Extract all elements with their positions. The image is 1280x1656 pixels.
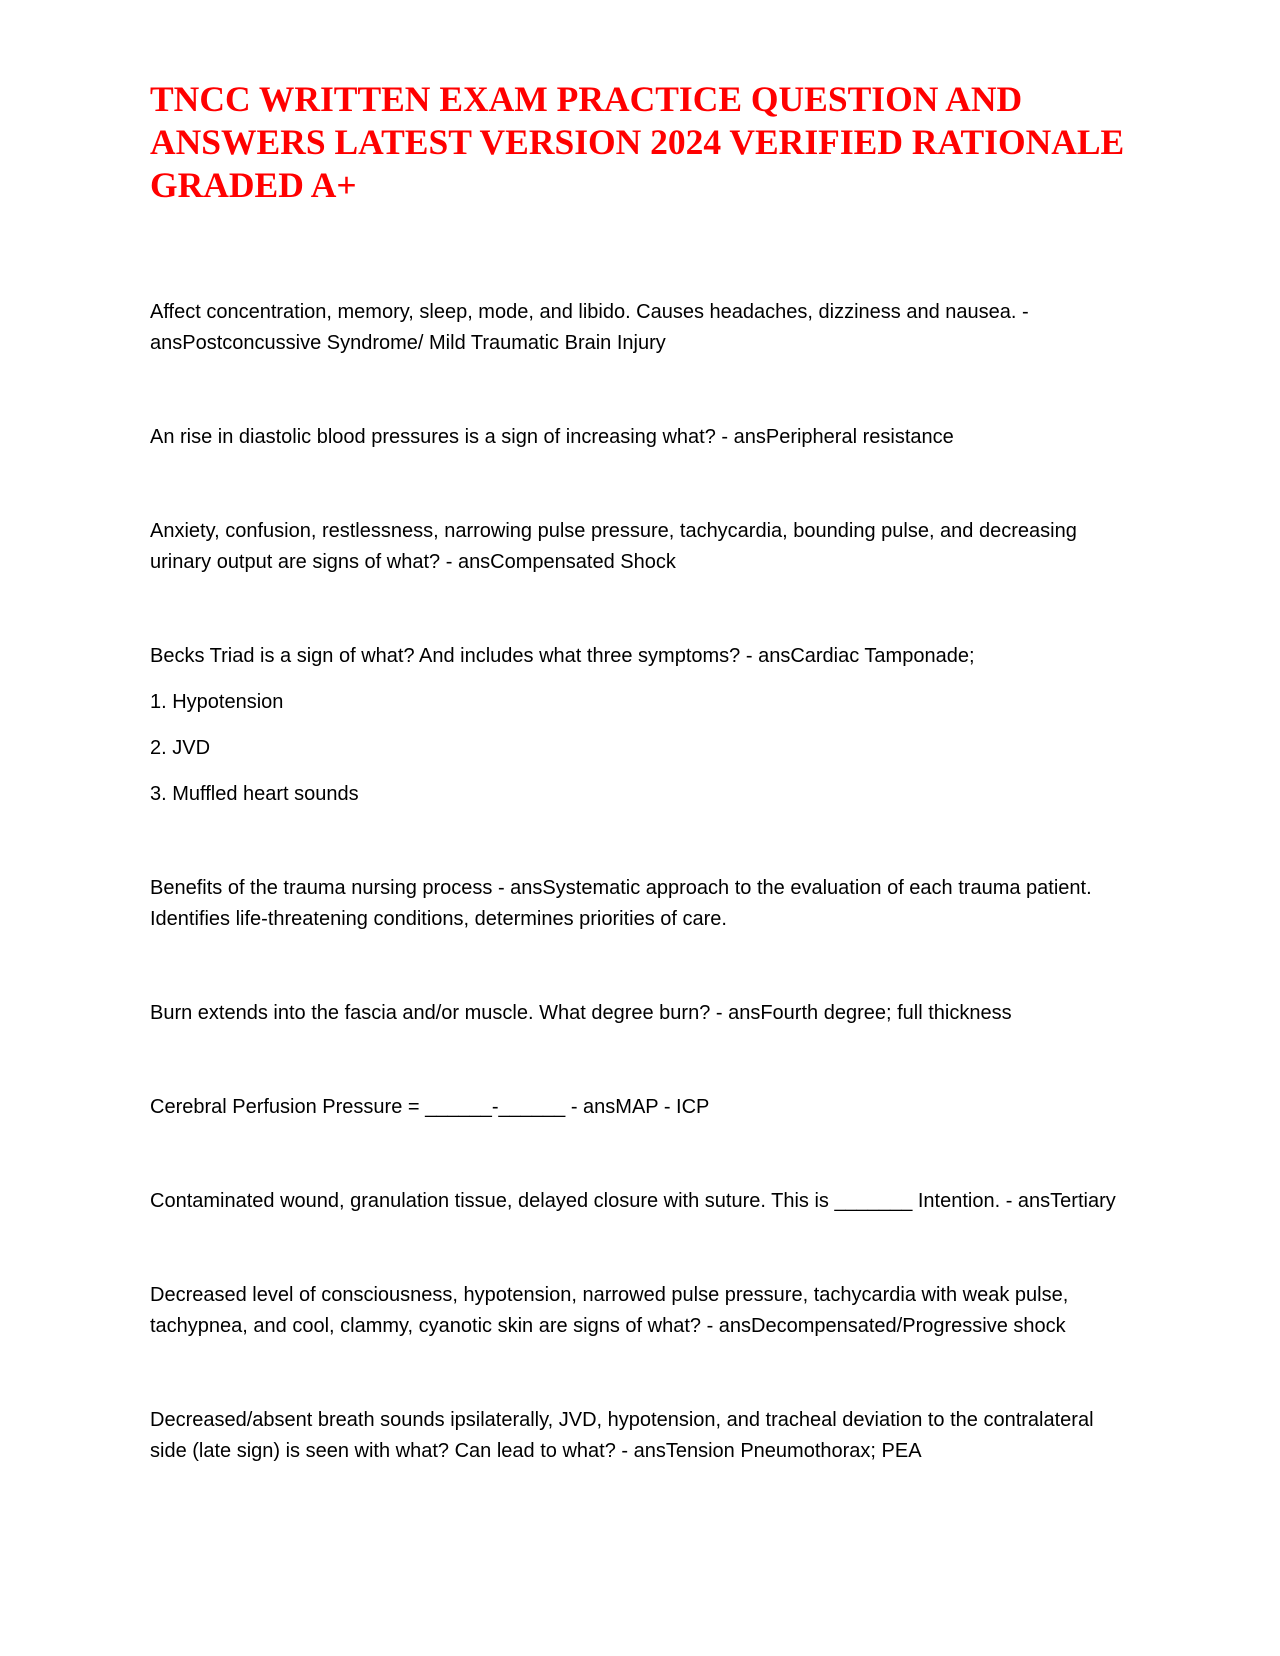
qa-item [150, 297, 1130, 359]
qa-list-line: 2. JVD [150, 737, 211, 759]
qa-text: Contaminated wound, granulation tissue, delayed closure with suture. This is _______ Intention. - ansTertiary [150, 1190, 1116, 1212]
qa-item [150, 641, 1130, 810]
qa-list-line: 1. Hypotension [150, 691, 284, 713]
qa-item [150, 873, 1130, 935]
qa-text: Burn extends into the fascia and/or muscle. What degree burn? - ansFourth degree; full thickness [150, 1002, 1012, 1024]
qa-item [150, 1092, 1130, 1123]
qa-text: Decreased/absent breath sounds ipsilaterally, JVD, hypotension, and tracheal deviation to the contralateral side (late sign) is seen with what? Can lead to what? - ansTension Pneumothorax; PEA [150, 1409, 1094, 1462]
qa-list [150, 297, 1130, 1467]
qa-item [150, 1186, 1130, 1217]
qa-text: Benefits of the trauma nursing process - ansSystematic approach to the evaluation of each trauma patient. Identifies life-threatening conditions, determines priorities of care. [150, 877, 1092, 930]
qa-list-line: 3. Muffled heart sounds [150, 783, 359, 805]
qa-text: Affect concentration, memory, sleep, mode, and libido. Causes headaches, dizziness and nausea. - ansPostconcussive Syndrome/ Mild Traumatic Brain Injury [150, 301, 1029, 354]
qa-item [150, 1280, 1130, 1342]
qa-item [150, 998, 1130, 1029]
qa-text: Cerebral Perfusion Pressure = ______-______ - ansMAP - ICP [150, 1096, 710, 1118]
document-title: TNCC WRITTEN EXAM PRACTICE QUESTION AND ANSWERS LATEST VERSION 2024 VERIFIED RATIONALE GRADED A+ [150, 79, 1125, 205]
qa-item [150, 1405, 1130, 1467]
qa-text: Decreased level of consciousness, hypotension, narrowed pulse pressure, tachycardia with weak pulse, tachypnea, and cool, clammy, cyanotic skin are signs of what? - ansDecompensated/Progressive shock [150, 1284, 1069, 1337]
qa-item [150, 516, 1130, 578]
qa-item [150, 422, 1130, 453]
qa-text: Anxiety, confusion, restlessness, narrowing pulse pressure, tachycardia, bounding pulse, and decreasing urinary output are signs of what? - ansCompensated Shock [150, 520, 1077, 573]
document-page [150, 78, 1130, 1530]
qa-text: An rise in diastolic blood pressures is a sign of increasing what? - ansPeripheral resistance [150, 426, 954, 448]
qa-text: Becks Triad is a sign of what? And includes what three symptoms? - ansCardiac Tamponade; [150, 645, 975, 667]
